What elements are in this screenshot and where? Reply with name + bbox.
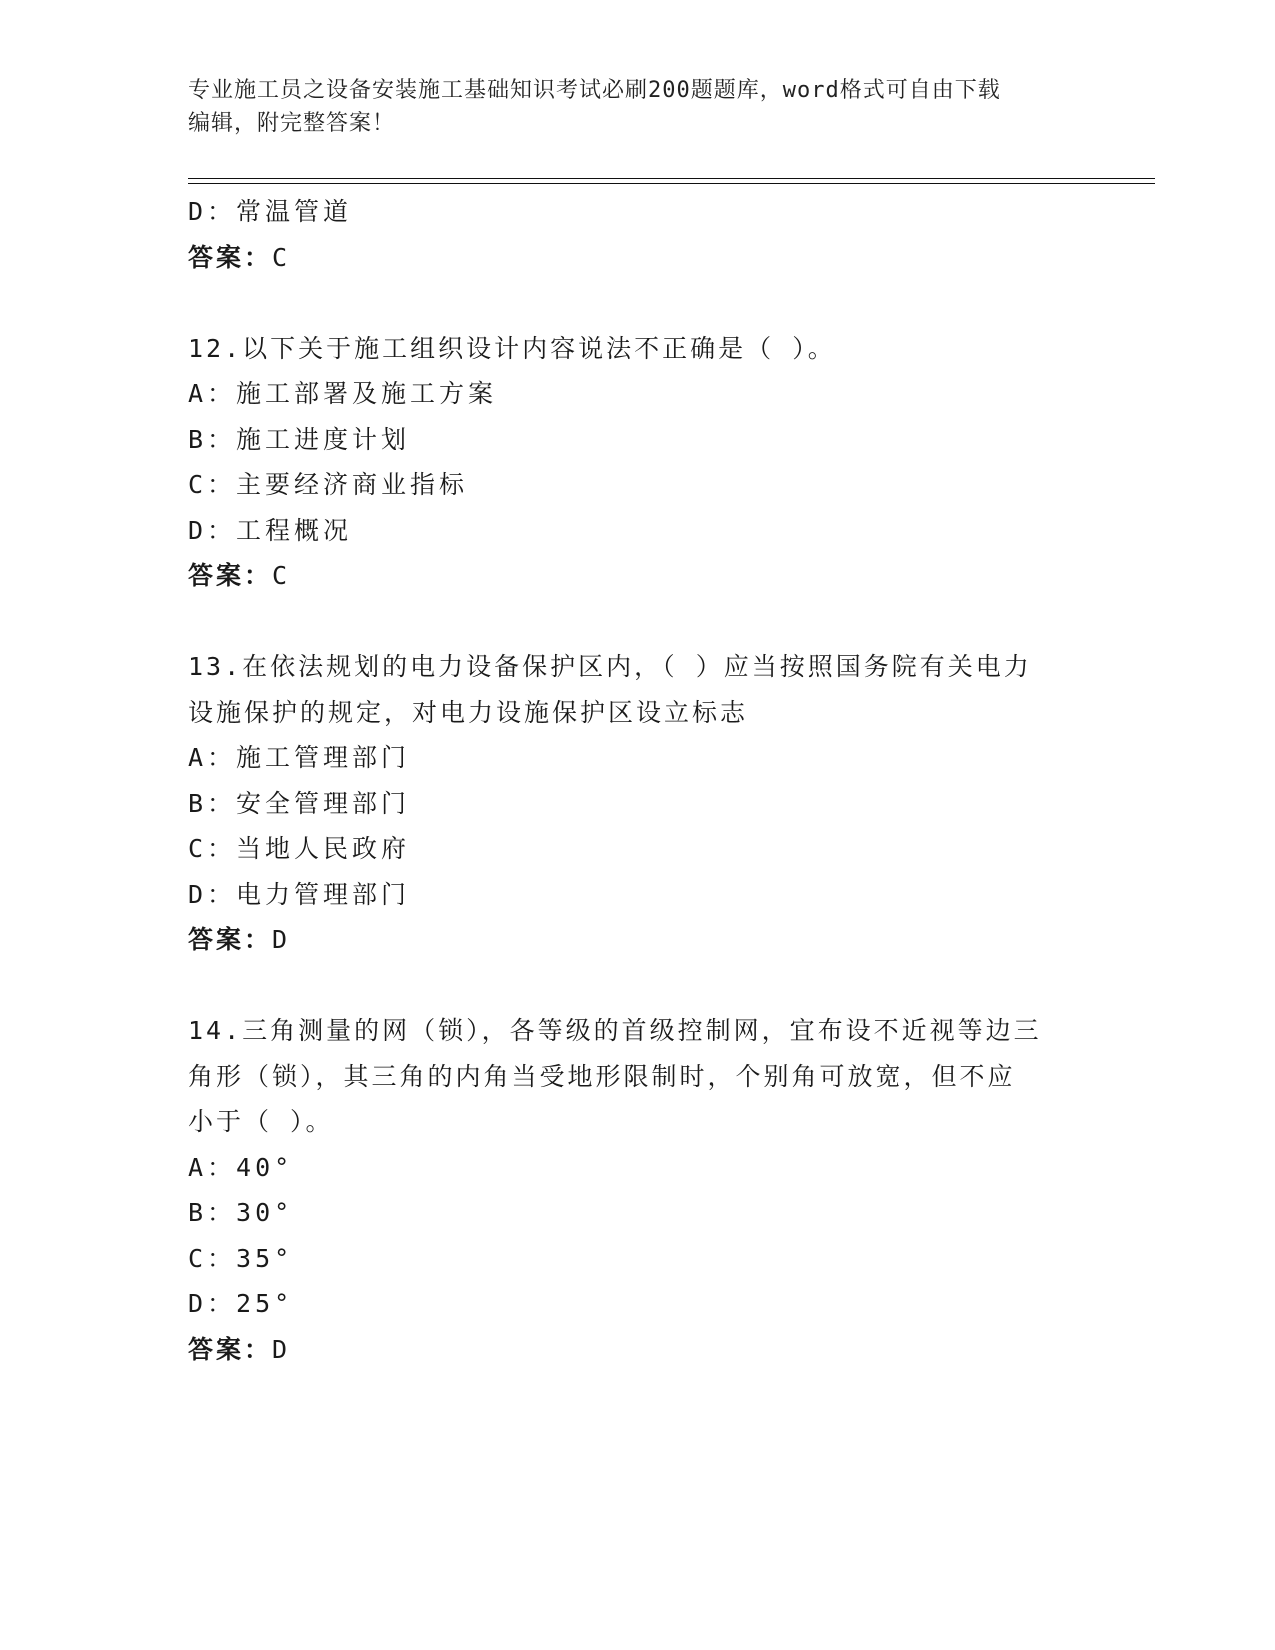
answer-value: C: [272, 242, 289, 272]
option-line: C：当地人民政府: [188, 834, 411, 863]
answer-line: [188, 1327, 1088, 1373]
option-line: A：施工管理部门: [188, 743, 411, 772]
header-rule-bottom: [188, 183, 1155, 184]
option-line: B：安全管理部门: [188, 788, 411, 818]
question-14: [188, 1008, 1088, 1372]
question-content: [188, 189, 1088, 1372]
answer-value: D: [272, 925, 289, 954]
partial-question: [188, 189, 1088, 280]
question-13: [188, 644, 1088, 963]
option-line: D：电力管理部门: [188, 879, 411, 909]
answer-label: 答案：: [188, 1334, 273, 1364]
option-line: A：40°: [188, 1152, 294, 1182]
option-line: D：25°: [188, 1289, 294, 1318]
option-line: D：常温管道: [188, 197, 353, 226]
option-line: C：35°: [188, 1243, 294, 1273]
header-rule-top: [188, 178, 1155, 179]
document-header: [188, 74, 1068, 140]
option-line: A：施工部署及施工方案: [188, 379, 498, 408]
question-text: 12.以下关于施工组织设计内容说法不正确是（ ）。: [188, 333, 836, 363]
answer-value: C: [272, 561, 289, 590]
header-line-2: 编辑，附完整答案！: [188, 111, 396, 136]
question-12: [188, 326, 1088, 599]
option-line: C：主要经济商业指标: [188, 470, 469, 499]
option-line: B：30°: [188, 1198, 294, 1227]
question-spacer: [188, 963, 1088, 1009]
question-text: 设施保护的规定，对电力设施保护区设立标志: [188, 697, 749, 727]
question-spacer: [188, 599, 1088, 645]
answer-value: D: [272, 1334, 289, 1364]
question-text: 14.三角测量的网（锁），各等级的首级控制网，宜布设不近视等边三: [188, 1016, 1042, 1045]
answer-label: 答案：: [188, 925, 273, 954]
option-line: D：工程概况: [188, 515, 353, 545]
question-text: 角形（锁），其三角的内角当受地形限制时，个别角可放宽，但不应: [188, 1061, 1016, 1091]
answer-label: 答案：: [188, 242, 273, 272]
question-text: 13.在依法规划的电力设备保护区内，（ ）应当按照国务院有关电力: [188, 652, 1032, 681]
answer-line: [188, 553, 1088, 599]
header-line-1: 专业施工员之设备安装施工基础知识考试必刷200题题库，word格式可自由下载: [188, 78, 1001, 103]
answer-line: [188, 235, 1088, 281]
answer-label: 答案：: [188, 561, 273, 590]
answer-line: [188, 917, 1088, 963]
question-text: 小于（ ）。: [188, 1107, 334, 1136]
question-spacer: [188, 280, 1088, 326]
option-line: B：施工进度计划: [188, 424, 411, 454]
